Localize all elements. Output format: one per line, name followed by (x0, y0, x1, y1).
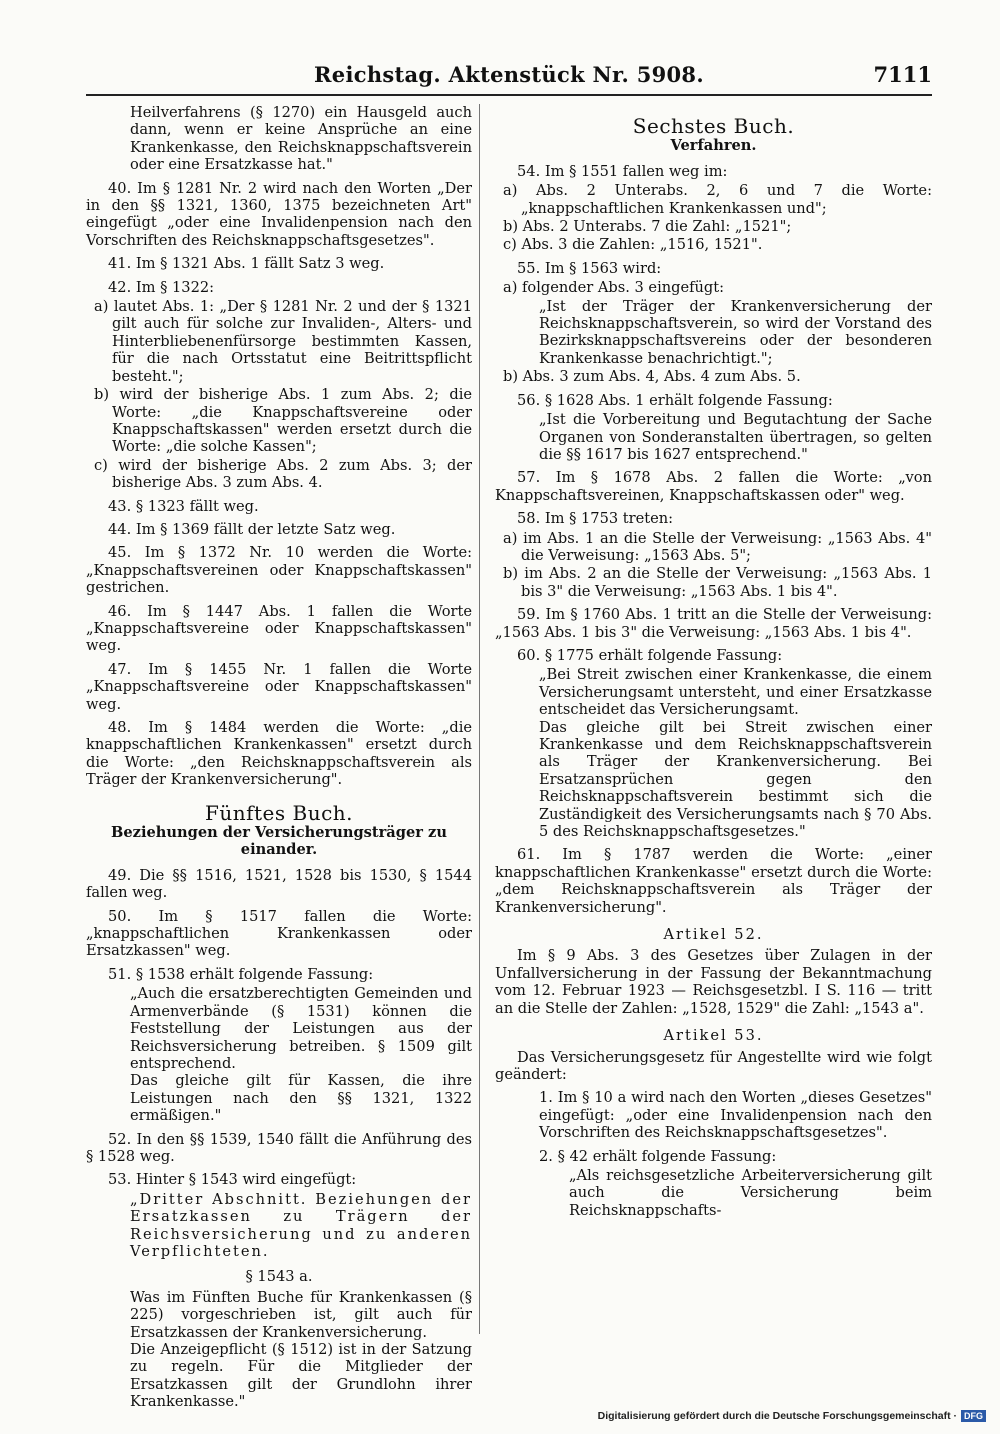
paragraph: 51. § 1538 erhält folgende Fassung: (108, 965, 374, 983)
paragraph: 54. Im § 1551 fallen weg im: (517, 162, 728, 180)
paragraph: 61. Im § 1787 werden die Worte: „einer knappschaftlichen Krankenkasse" ersetzt durch die Worte: „dem Reichsknappschaftsverein als Träger der Krankenversicherung". (495, 846, 932, 916)
paragraph: 52. In den §§ 1539, 1540 fällt die Anführung des § 1528 weg. (86, 1130, 472, 1165)
article-heading: Artikel 53. (663, 1027, 764, 1045)
book-subheading: Beziehungen der Versicherungsträger zu einander. (111, 824, 447, 859)
quote: Die Anzeigepflicht (§ 1512) ist in der Satzung zu regeln. Für die Mitglieder der Ersatzkassen gilt der Grundlohn ihrer Krankenkasse." (130, 1341, 472, 1411)
quote: Das gleiche gilt für Kassen, die ihre Leistungen nach den §§ 1321, 1322 ermäßigen." (130, 1072, 472, 1125)
paragraph: 58. Im § 1753 treten: (517, 510, 674, 528)
paragraph: 47. Im § 1455 Nr. 1 fallen die Worte „Knappschaftsvereine oder Knappschaftskassen" weg. (86, 660, 472, 713)
quote: „Ist die Vorbereitung und Begutachtung der Sache Organen von Sonderanstalten übertragen, so gelten die §§ 1617 bis 1627 entsprechend." (539, 411, 932, 463)
paragraph: Im § 9 Abs. 3 des Gesetzes über Zulagen in der Unfallversicherung in der Fassung der Bekanntmachung vom 12. Februar 1923 — Reichsgesetzbl. I S. 116 — tritt an die Stelle der Zahlen: „1528, 1529" die Zahl: „1543 a". (495, 947, 932, 1017)
list-item: b) wird der bisherige Abs. 1 zum Abs. 2; die Worte: „die Knappschaftsvereine oder Knappschaftskassen" werden ersetzt durch die Worte: „die solche Kassen"; (94, 386, 472, 456)
paragraph: 56. § 1628 Abs. 1 erhält folgende Fassung: (517, 391, 833, 409)
paragraph: 50. Im § 1517 fallen die Worte: „knappschaftlichen Krankenkassen oder Ersatzkassen" weg. (86, 907, 472, 960)
right-column (495, 104, 932, 1225)
book-subheading: Verfahren. (670, 137, 757, 155)
paragraph: 43. § 1323 fällt weg. (108, 497, 259, 515)
list-item: a) Abs. 2 Unterabs. 2, 6 und 7 die Worte: „knappschaftlichen Krankenkassen und"; (503, 182, 932, 217)
paragraph: 59. Im § 1760 Abs. 1 tritt an die Stelle der Verweisung: „1563 Abs. 1 bis 3" die Verweisung: „1563 Abs. 1 bis 4". (495, 606, 932, 641)
list-item: a) im Abs. 1 an die Stelle der Verweisung: „1563 Abs. 4" die Verweisung: „1563 Abs. 5"; (503, 529, 932, 564)
paragraph: 60. § 1775 erhält folgende Fassung: (517, 646, 783, 664)
list-item: b) im Abs. 2 an die Stelle der Verweisung: „1563 Abs. 1 bis 3" die Verweisung: „1563 Abs. 1 bis 4". (503, 565, 932, 600)
paragraph: 57. Im § 1678 Abs. 2 fallen die Worte: „von Knappschaftsvereinen, Knappschaftskassen oder" weg. (495, 469, 932, 504)
article-heading: Artikel 52. (663, 926, 764, 944)
quote: Was im Fünften Buche für Krankenkassen (§ 225) vorgeschrieben ist, gilt auch für Ersatzkassen der Krankenversicherung. (130, 1288, 472, 1341)
page-number: 7111 (873, 62, 932, 87)
list-item: c) wird der bisherige Abs. 2 zum Abs. 3; der bisherige Abs. 3 zum Abs. 4. (94, 456, 472, 492)
quote: „Ist der Träger der Krankenversicherung der Reichsknappschaftsverein, so wird der Vorstand des Bezirksknappschaftsvereins oder der besonderen Krankenkasse benachrichtigt."; (539, 297, 932, 367)
paragraph: 42. Im § 1322: (108, 278, 215, 296)
quote: „Als reichsgesetzliche Arbeiterversicherung gilt auch die Versicherung beim Reichsknappschafts- (569, 1166, 932, 1219)
section-heading: § 1543 a. (245, 1268, 313, 1286)
paragraph: 55. Im § 1563 wird: (517, 259, 662, 277)
book-heading: Sechstes Buch. (632, 114, 795, 138)
quote: „Auch die ersatzberechtigten Gemeinden und Armenverbände (§ 1531) können die Feststellung der Leistungen aus der Reichsversicherung betreiben. § 1509 gilt entsprechend. (130, 985, 472, 1072)
book-heading: Fünftes Buch. (204, 800, 354, 825)
paragraph: 49. Die §§ 1516, 1521, 1528 bis 1530, § 1544 fallen weg. (86, 866, 472, 902)
paragraph: 41. Im § 1321 Abs. 1 fällt Satz 3 weg. (108, 255, 385, 273)
paragraph: Das Versicherungsgesetz für Angestellte wird wie folgt geändert: (495, 1048, 932, 1083)
footer-text: Digitalisierung gefördert durch die Deutsche Forschungsgemeinschaft · (597, 1410, 957, 1422)
header-title: Reichstag. Aktenstück Nr. 5908. (314, 62, 704, 87)
list-item: a) lautet Abs. 1: „Der § 1281 Nr. 2 und der § 1321 gilt auch für solche zur Invaliden-, Alters- und Hinterbliebenenfürsorge bestimmten Kassen, für die nach Ortsstatut eine Beitrittspflicht besteht."; (94, 298, 472, 385)
quote: „Bei Streit zwischen einer Krankenkasse, die einem Versicherungsamt untersteht, und einer Ersatzkasse entscheidet das Versicherungsamt. (539, 666, 932, 719)
list-item: a) folgender Abs. 3 eingefügt: (503, 279, 725, 297)
paragraph: 46. Im § 1447 Abs. 1 fallen die Worte „Knappschaftsvereine oder Knappschaftskassen" weg. (86, 602, 472, 655)
list-item: b) Abs. 2 Unterabs. 7 die Zahl: „1521"; (503, 218, 792, 236)
paragraph: 48. Im § 1484 werden die Worte: „die knappschaftlichen Krankenkassen" ersetzt durch die Worte: „den Reichsknappschaftsverein als Träger der Krankenversicherung". (86, 719, 472, 789)
page-header (86, 62, 932, 96)
dfg-logo-icon: DFG (961, 1410, 986, 1422)
list-item: c) Abs. 3 die Zahlen: „1516, 1521". (503, 236, 763, 254)
left-column (86, 104, 472, 1417)
paragraph: 44. Im § 1369 fällt der letzte Satz weg. (108, 520, 396, 538)
paragraph: 45. Im § 1372 Nr. 10 werden die Worte: „Knappschaftsvereinen oder Knappschaftskassen" gestrichen. (86, 544, 472, 597)
list-item: 1. Im § 10 a wird nach den Worten „dieses Gesetzes" eingefügt: „oder eine Invalidenpension nach den Vorschriften des Reichsknappschaftsgesetzes". (539, 1089, 932, 1142)
footer-credit (598, 1410, 986, 1422)
quote: Das gleiche gilt bei Streit zwischen einer Krankenkasse und dem Reichsknappschaftsverein als Träger der Krankenversicherung. Bei Ersatzansprüchen gegen den Reichsknappschaftsverein bestimmt sich die Zuständigkeit des Versicherungsamts nach § 70 Abs. 5 des Reichsknappschaftsgesetzes." (539, 718, 932, 841)
paragraph: 40. Im § 1281 Nr. 2 wird nach den Worten „Der in den §§ 1321, 1360, 1375 bezeichneten Art" eingefügt „oder eine Invalidenpension nach den Vorschriften des Reichsknappschaftsgesetzes". (86, 179, 472, 249)
column-divider (479, 104, 480, 1334)
paragraph: 53. Hinter § 1543 wird eingefügt: (108, 1171, 357, 1189)
list-item: b) Abs. 3 zum Abs. 4, Abs. 4 zum Abs. 5. (503, 368, 801, 386)
quote: „Dritter Abschnitt. Beziehungen der Ersatzkassen zu Trägern der Reichsversicherung und zu anderen Verpflichteten. (130, 1190, 472, 1260)
paragraph: Heilverfahrens (§ 1270) ein Hausgeld auch dann, wenn er keine Ansprüche an eine Krankenkasse, den Reichsknappschaftsverein oder eine Ersatzkasse hat." (130, 104, 472, 174)
list-item: 2. § 42 erhält folgende Fassung: (539, 1147, 777, 1165)
